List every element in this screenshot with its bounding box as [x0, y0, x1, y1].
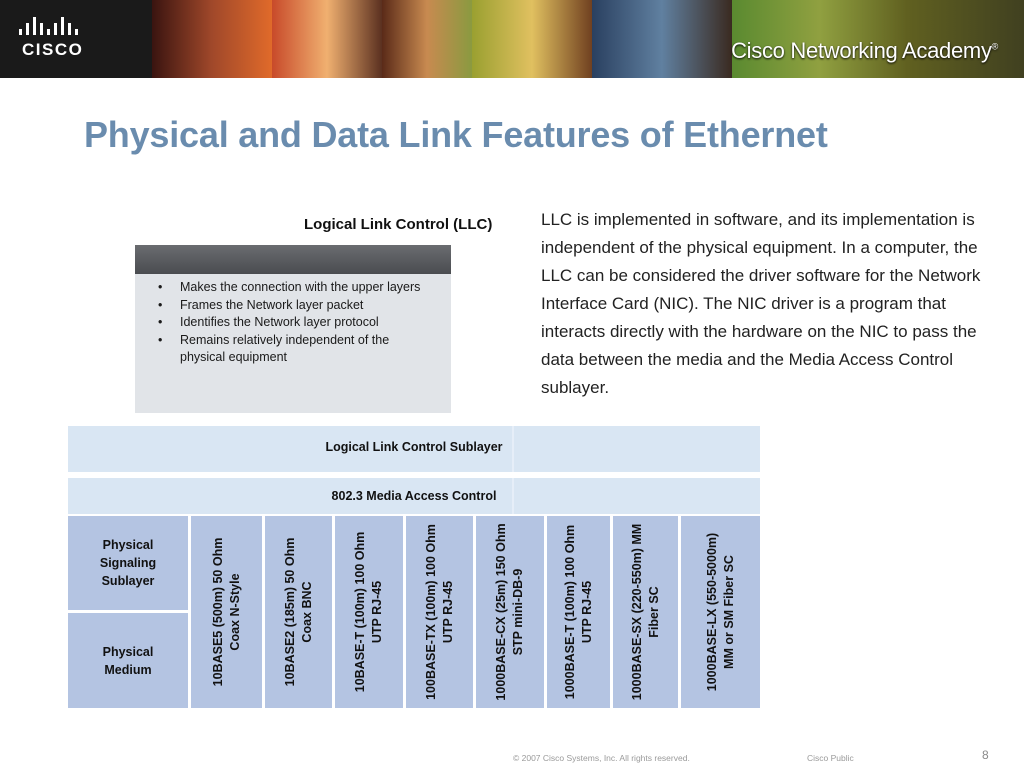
- llc-bullet-list: [135, 279, 451, 367]
- llc-bullet: • Remains relatively independent of the physical equipment: [180, 332, 415, 367]
- llc-description: LLC is implemented in software, and its implementation is independent of the physical equipment. In a computer, the LLC can be considered the driver software for the Network Interface Card (NIC). The NIC driver is a program that interacts directly with the hardware on the NIC to pass the data between the media and the Media Access Control sublayer.: [541, 210, 981, 397]
- cisco-logo: [0, 0, 152, 78]
- footer-classification: Cisco Public: [807, 753, 854, 763]
- mac-sublayer-label: 802.3 Media Access Control: [331, 489, 497, 503]
- standard-column: 1000BASE-T (100m) 100 Ohm UTP RJ-45: [547, 516, 610, 708]
- cisco-wordmark: CISCO: [22, 40, 84, 59]
- llc-panel-header: [135, 245, 451, 274]
- standard-column: 10BASE5 (500m) 50 Ohm Coax N-Style: [191, 516, 262, 708]
- llc-label: Logical Link Control (LLC): [304, 216, 493, 233]
- page-number: 8: [982, 748, 989, 762]
- physical-medium-cell: Physical Medium: [68, 613, 188, 708]
- standard-column: 10BASE2 (185m) 50 Ohm Coax BNC: [265, 516, 332, 708]
- llc-panel: [135, 245, 451, 413]
- slide-title: Physical and Data Link Features of Ethernet: [84, 114, 828, 155]
- standard-column: 1000BASE-SX (220-550m) MM Fiber SC: [613, 516, 678, 708]
- llc-bullet: • Frames the Network layer packet: [180, 297, 451, 315]
- mac-sublayer-row: [68, 478, 760, 514]
- llc-sublayer-label: Logical Link Control Sublayer: [325, 440, 503, 454]
- footer-copyright: © 2007 Cisco Systems, Inc. All rights reserved.: [513, 753, 690, 763]
- llc-bullet: • Makes the connection with the upper layers: [180, 279, 451, 297]
- standard-column: 100BASE-TX (100m) 100 Ohm UTP RJ-45: [406, 516, 473, 708]
- academy-wordmark: Cisco Networking Academy®: [731, 38, 998, 63]
- physical-signaling-cell: Physical Signaling Sublayer: [68, 516, 188, 610]
- standard-column: 1000BASE-LX (550-5000m) MM or SM Fiber SC: [681, 516, 760, 708]
- standard-column: 1000BASE-CX (25m) 150 Ohm STP mini-DB-9: [476, 516, 544, 708]
- llc-bullet: • Identifies the Network layer protocol: [180, 314, 451, 332]
- llc-sublayer-row: [68, 426, 760, 472]
- standard-column: 10BASE-T (100m) 100 Ohm UTP RJ-45: [335, 516, 403, 708]
- header-banner: [0, 0, 1024, 78]
